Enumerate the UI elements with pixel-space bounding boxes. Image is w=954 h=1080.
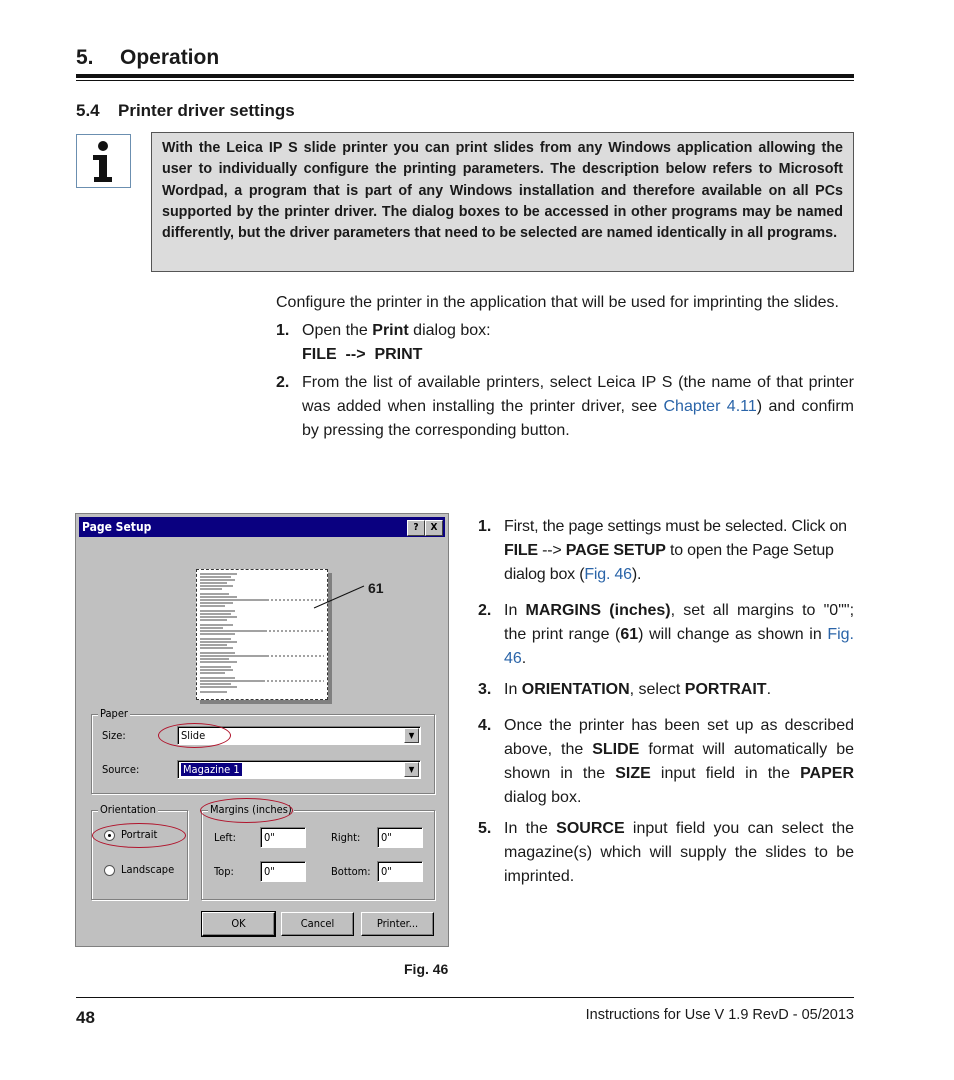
text: , select — [629, 681, 685, 698]
bold-text: PORTRAIT — [684, 681, 767, 698]
top-margin-label: Top: — [214, 865, 234, 878]
source-select[interactable] — [177, 760, 421, 779]
source-value: Magazine 1 — [183, 763, 240, 776]
text: In the — [504, 820, 557, 837]
step-text — [504, 599, 854, 671]
step-text — [504, 515, 854, 587]
text: input field you can select the magazine(s) which will supply the slides to be imprinted. — [504, 820, 854, 885]
bold-text: SLIDE — [592, 741, 640, 758]
step-number: 4. — [478, 717, 492, 734]
close-button[interactable]: X — [425, 520, 443, 536]
page-setup-dialog — [75, 513, 449, 947]
step-number: 5. — [478, 820, 492, 837]
size-label: Size: — [102, 729, 126, 742]
footer-rule — [76, 997, 854, 998]
text: , set all margins to "0""; the print range ( — [504, 602, 855, 643]
text: . — [521, 650, 527, 667]
figure-link[interactable]: Fig. 46 — [504, 626, 854, 667]
right-margin-label: Right: — [331, 831, 361, 844]
info-note: With the Leica IP S slide printer you can print slides from any Windows application allowing the user to individually configure the printing parameters. The description below refers to Microsoft Wordpad, a program that is part of any Windows installation and therefore available on all PCs supported by the printer driver. The dialog boxes to be accessed in other programs may be named differently, but the driver parameters that need to be selected are named identically in all programs. — [151, 132, 854, 272]
cancel-button[interactable]: Cancel — [281, 912, 354, 936]
bold-text: PAPER — [800, 765, 854, 782]
orientation-group-label: Orientation — [100, 803, 156, 816]
text: First, the page settings must be selected. Click on — [504, 518, 847, 535]
text: ) and confirm by pressing the corresponding button. — [302, 398, 854, 439]
intro-block — [276, 291, 854, 443]
text: From the list of available printers, select Leica IP S (the name of that printer was added when installing the printer driver, see — [302, 374, 854, 415]
menu-path: FILE --> PRINT — [302, 346, 423, 363]
ok-button[interactable]: OK — [202, 912, 275, 936]
chapter-link[interactable]: Chapter 4.11 — [663, 398, 757, 415]
bold-text: PAGE SETUP — [565, 542, 666, 559]
bold-text: ORIENTATION — [521, 681, 630, 698]
bottom-margin-input[interactable]: 0" — [377, 861, 423, 882]
bold-text: MARGINS (inches) — [525, 602, 671, 619]
header-rule — [76, 74, 854, 78]
landscape-radio[interactable] — [104, 865, 115, 876]
bold-text: Print — [372, 322, 409, 339]
header-rule-thin — [76, 80, 854, 81]
text: Open the — [302, 322, 373, 339]
portrait-highlight-oval — [92, 823, 186, 848]
portrait-label[interactable]: Portrait — [121, 828, 158, 841]
page-number: 48 — [76, 1008, 95, 1027]
text: In — [504, 602, 526, 619]
step-text — [302, 371, 854, 443]
chapter-heading — [76, 46, 219, 70]
size-highlight-oval — [158, 723, 231, 748]
margins-group-label: Margins (inches) — [210, 803, 292, 816]
figure-caption: Fig. 46 — [404, 961, 449, 977]
intro-step-2 — [276, 371, 854, 443]
text: dialog box. — [504, 789, 582, 806]
page-preview — [196, 569, 328, 700]
dialog-title: Page Setup — [82, 520, 152, 534]
size-value: Slide — [181, 729, 206, 742]
right-margin-input[interactable]: 0" — [377, 827, 423, 848]
step-2 — [478, 599, 854, 671]
printer-button[interactable]: Printer... — [361, 912, 434, 936]
paper-group-label: Paper — [100, 707, 128, 720]
step-text — [504, 817, 854, 889]
step-3 — [478, 678, 854, 702]
step-number: 1. — [276, 322, 290, 339]
chapter-title: Operation — [120, 46, 220, 69]
source-label: Source: — [102, 763, 140, 776]
text: dialog box: — [408, 322, 491, 339]
step-text — [302, 319, 854, 367]
text: . — [766, 681, 772, 698]
step-text — [504, 714, 854, 810]
margins-group — [201, 803, 435, 900]
bottom-margin-label: Bottom: — [331, 865, 371, 878]
bold-text: 61 — [620, 626, 639, 643]
info-icon — [76, 134, 131, 188]
step-1 — [478, 515, 854, 587]
text: ) will change as shown in — [638, 626, 828, 643]
figure-link[interactable]: Fig. 46 — [584, 566, 632, 583]
text: format will automatically be shown in the — [504, 741, 854, 782]
section-title: Printer driver settings — [118, 101, 295, 120]
intro-paragraph: Configure the printer in the application that will be used for imprinting the slides. — [276, 294, 839, 311]
step-5 — [478, 817, 854, 889]
text: Once the printer has been set up as described above, the — [504, 717, 854, 758]
text: In — [504, 681, 522, 698]
chapter-number: 5. — [76, 46, 94, 69]
step-4 — [478, 714, 854, 810]
chevron-down-icon[interactable]: ▼ — [404, 762, 419, 777]
section-heading — [76, 101, 295, 121]
left-margin-input[interactable]: 0" — [260, 827, 306, 848]
text: --> — [537, 542, 566, 559]
dialog-titlebar — [79, 517, 445, 537]
section-number: 5.4 — [76, 101, 100, 120]
step-text — [504, 678, 854, 702]
text: input field in the — [650, 765, 801, 782]
text: ). — [631, 566, 642, 583]
document-info: Instructions for Use V 1.9 RevD - 05/2013 — [585, 1007, 854, 1023]
step-number: 1. — [478, 518, 492, 535]
callout-number: 61 — [368, 580, 384, 596]
intro-step-1 — [276, 319, 854, 367]
preview-text-lines — [197, 570, 327, 699]
left-margin-label: Left: — [214, 831, 236, 844]
help-button[interactable]: ? — [407, 520, 425, 536]
text: to open the Page Setup dialog box ( — [504, 542, 834, 583]
step-number: 3. — [478, 681, 492, 698]
step-number: 2. — [276, 374, 290, 391]
margins-highlight-oval — [200, 798, 293, 823]
bold-text: FILE — [504, 542, 538, 559]
top-margin-input[interactable]: 0" — [260, 861, 306, 882]
step-number: 2. — [478, 602, 492, 619]
page-setup-steps — [478, 515, 854, 901]
chevron-down-icon[interactable]: ▼ — [404, 728, 419, 743]
bold-text: SOURCE — [556, 820, 625, 837]
bold-text: SIZE — [615, 765, 651, 782]
landscape-label[interactable]: Landscape — [121, 863, 175, 876]
callout-line — [310, 584, 366, 610]
